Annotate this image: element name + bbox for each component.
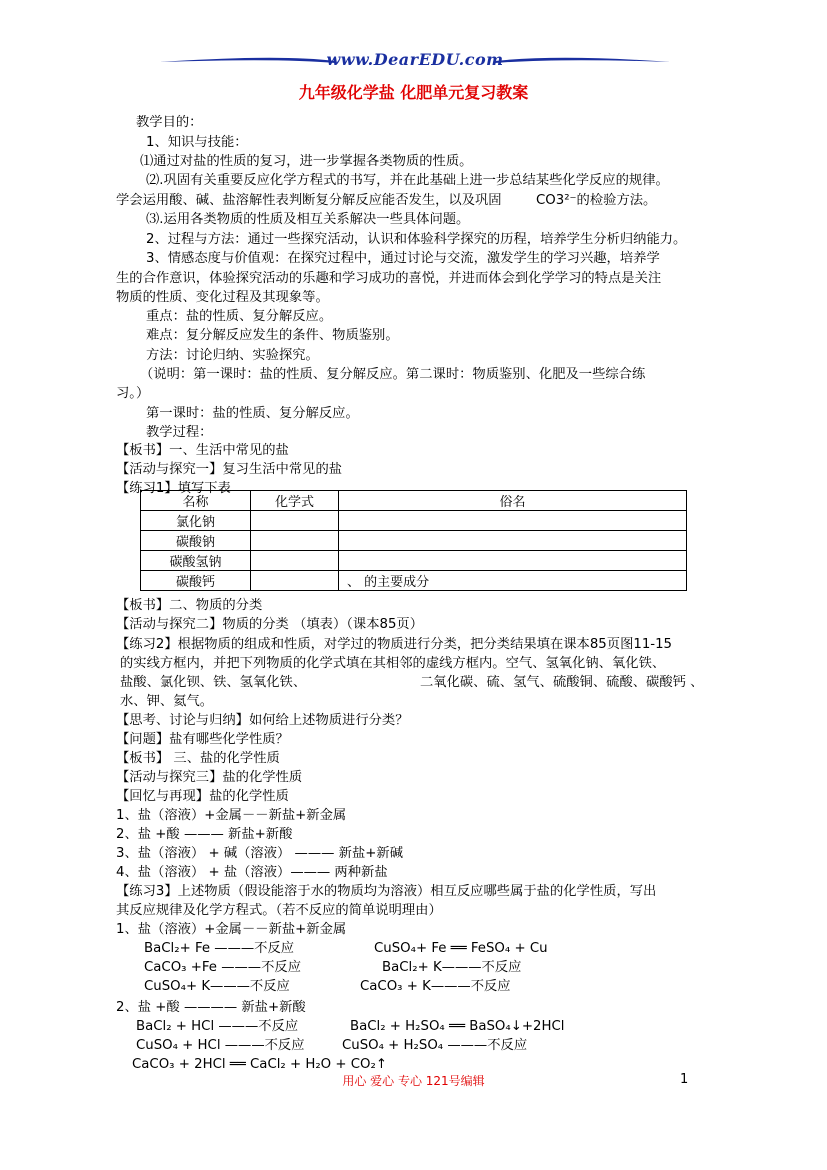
equation-line: BaCl₂+ Fe ———不反应 — [144, 941, 295, 956]
text-line: 物质的性质、变化过程及其现象等。 — [116, 290, 329, 305]
text-line: ⑵.巩固有关重要反应化学方程式的书写，并在此基础上进一步总结某些化学反应的规律。 — [146, 173, 669, 188]
table-cell-alias: 、 的主要成分 — [339, 571, 687, 591]
text-line: 2、盐 +酸 ———— 新盐+新酸 — [116, 1000, 306, 1015]
text-line: 二氧化碳、硫、氢气、硫酸铜、硫酸、碳酸钙 、 — [420, 675, 704, 690]
text-line: 【回忆与再现】盐的化学性质 — [116, 789, 289, 804]
equation-line: CuSO₄ + H₂SO₄ ———不反应 — [342, 1038, 528, 1053]
text-line: ⑶.运用各类物质的性质及相互关系解决一些具体问题。 — [146, 212, 470, 227]
table-cell-formula — [251, 571, 339, 591]
text-line: 2、盐 +酸 ——— 新盐+新酸 — [116, 827, 293, 842]
table-cell-name: 碳酸钠 — [141, 531, 251, 551]
text-line: 其反应规律及化学方程式。（若不反应的简单说明理由） — [116, 903, 442, 918]
text-line: ⑴通过对盐的性质的复习，进一步掌握各类物质的性质。 — [140, 154, 473, 169]
text-line: 1、盐（溶液）+金属－－新盐+新金属 — [116, 808, 347, 823]
table-cell-name: 碳酸氢钠 — [141, 551, 251, 571]
equation-line: CuSO₄ + HCl ———不反应 — [136, 1038, 305, 1053]
table-header-row — [141, 491, 687, 511]
text-line: 教学目的： — [136, 115, 203, 130]
table-cell-alias — [339, 531, 687, 551]
text-line: 教学过程： — [146, 425, 213, 440]
equation-line: CuSO₄+ K———不反应 — [144, 979, 290, 994]
text-line: 第一课时：盐的性质、复分解反应。 — [146, 406, 359, 421]
equation-line: BaCl₂+ K———不反应 — [382, 960, 522, 975]
text-line: 【问题】盐有哪些化学性质？ — [116, 732, 289, 747]
text-line: 生的合作意识，体验探究活动的乐趣和学习成功的喜悦，并进而体会到化学学习的特点是关注 — [116, 271, 662, 286]
table-header-name: 名称 — [141, 491, 251, 511]
table-cell-name: 氯化钠 — [141, 511, 251, 531]
text-line: 1、知识与技能： — [146, 135, 248, 150]
text-line: 1、盐（溶液）+金属－－新盐+新金属 — [116, 922, 347, 937]
text-line: （说明：第一课时：盐的性质、复分解反应。第二课时：物质鉴别、化肥及一些综合练 — [140, 367, 646, 382]
footer-text: 用心 爱心 专心 121号编辑 — [342, 1074, 485, 1088]
table-header-formula: 化学式 — [251, 491, 339, 511]
table-row — [141, 531, 687, 551]
table-cell-alias — [339, 511, 687, 531]
equation-line: CuSO₄+ Fe ══ FeSO₄ + Cu — [374, 941, 548, 956]
text-line: 【板书】一、生活中常见的盐 — [116, 443, 289, 458]
text-line: 3、盐（溶液） + 碱（溶液） ——— 新盐+新碱 — [116, 846, 403, 861]
text-line: 【活动与探究三】盐的化学性质 — [116, 770, 303, 785]
salt-table — [140, 490, 687, 591]
site-header — [160, 50, 670, 74]
text-line: 习。） — [116, 386, 150, 401]
equation-line: BaCl₂ + H₂SO₄ ══ BaSO₄↓+2HCl — [350, 1019, 565, 1034]
equation-line: CaCO₃ +Fe ———不反应 — [144, 960, 301, 975]
table-cell-formula — [251, 511, 339, 531]
text-line: 难点：复分解反应发生的条件、物质鉴别。 — [146, 328, 399, 343]
document-title: 九年级化学盐 化肥单元复习教案 — [298, 83, 529, 102]
text-line: 方法：讨论归纳、实验探究。 — [146, 348, 319, 363]
table-row — [141, 551, 687, 571]
text-line: 水、钾、氦气。 — [120, 694, 214, 709]
text-line: 盐酸、氯化钡、铁、氢氧化铁、 — [120, 675, 307, 690]
text-line: 【板书】 三、盐的化学性质 — [116, 751, 280, 766]
text-line: 2、过程与方法：通过一些探究活动，认识和体验科学探究的历程，培养学生分析归纳能力。 — [146, 232, 687, 247]
table-cell-alias — [339, 551, 687, 571]
text-line: 【活动与探究二】物质的分类 （填表）（课本85页） — [116, 617, 424, 632]
text-line: 3、情感态度与价值观：在探究过程中，通过讨论与交流，激发学生的学习兴趣，培养学 — [146, 251, 660, 266]
text-line: 学会运用酸、碱、盐溶解性表判断复分解反应能否发生，以及巩固 — [116, 193, 502, 208]
text-line: 【练习2】根据物质的组成和性质，对学过的物质进行分类，把分类结果填在课本85页图11-15 — [116, 637, 673, 652]
co3-text: CO3²⁻的检验方法。 — [536, 193, 657, 208]
text-line: 【板书】二、物质的分类 — [116, 598, 263, 613]
table-header-alias: 俗名 — [339, 491, 687, 511]
text-line: 【思考、讨论与归纳】如何给上述物质进行分类？ — [116, 713, 409, 728]
equation-line: CaCO₃ + 2HCl ══ CaCl₂ + H₂O + CO₂↑ — [132, 1057, 387, 1072]
text-line: 【活动与探究一】复习生活中常见的盐 — [116, 462, 343, 477]
table-row — [141, 511, 687, 531]
text-line: 【练习3】上述物质（假设能溶于水的物质均为溶液）相互反应哪些属于盐的化学性质，写出 — [116, 884, 657, 899]
page-number: 1 — [680, 1072, 689, 1087]
table-cell-name: 碳酸钙 — [141, 571, 251, 591]
site-url: www.DearEDU.com — [326, 50, 504, 69]
equation-line: BaCl₂ + HCl ———不反应 — [136, 1019, 299, 1034]
text-line: 4、盐（溶液） + 盐（溶液）——— 两种新盐 — [116, 865, 388, 880]
text-line: 重点：盐的性质、复分解反应。 — [146, 309, 333, 324]
table-cell-formula — [251, 531, 339, 551]
text-line: 的实线方框内，并把下列物质的化学式填在其相邻的虚线方框内。空气、氢氧化钠、氧化铁、 — [120, 656, 666, 671]
text-line: 【练习1】填写下表 — [116, 481, 231, 496]
equation-line: CaCO₃ + K———不反应 — [360, 979, 511, 994]
table-cell-formula — [251, 551, 339, 571]
table-row — [141, 571, 687, 591]
